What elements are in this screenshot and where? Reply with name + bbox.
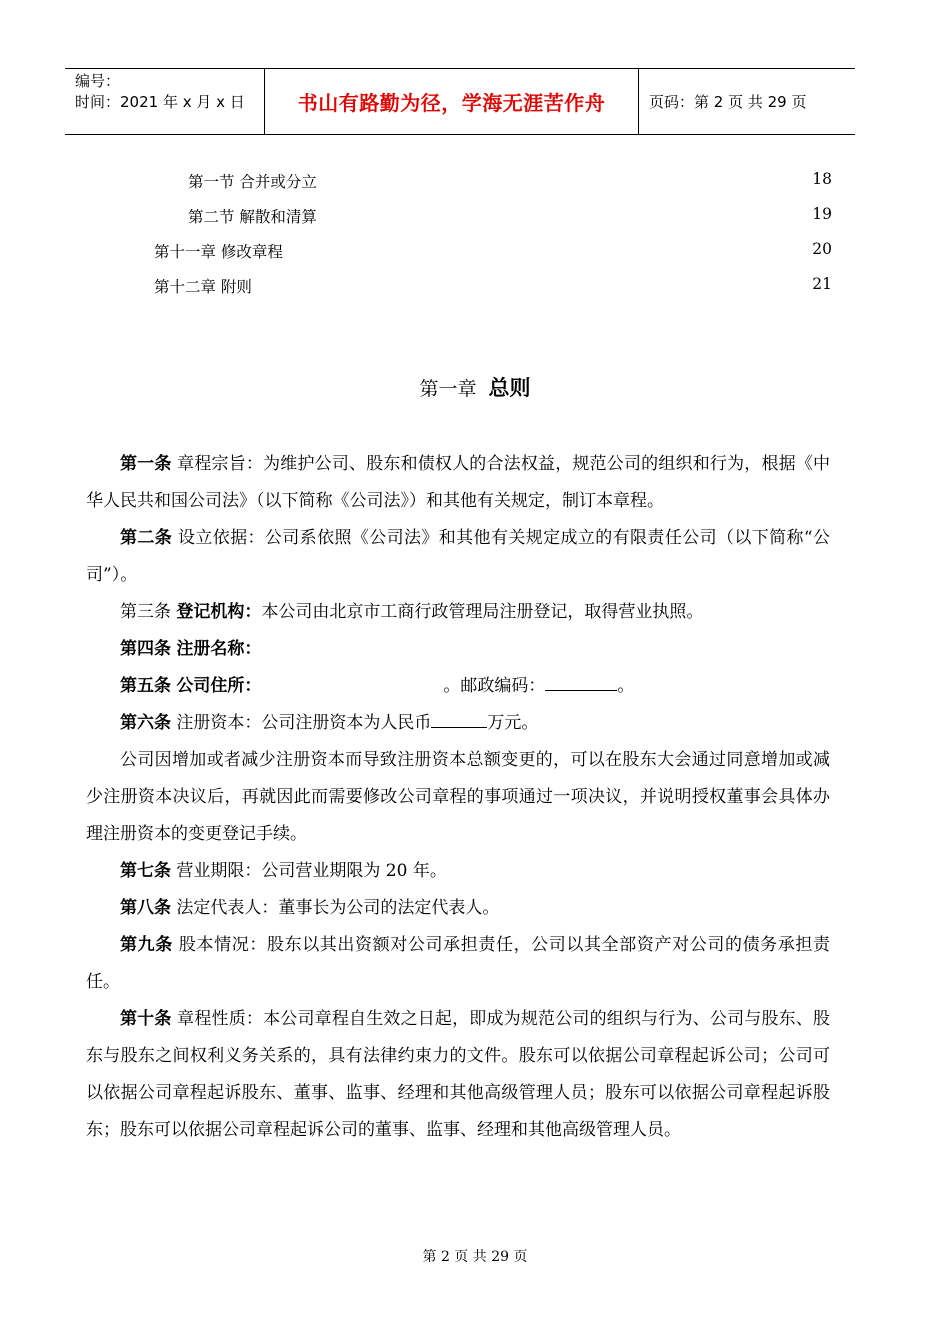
article-3 [86,594,830,631]
article-title: 第五条 [120,676,171,696]
article-title: 第七条 [120,861,171,881]
article-text: 。邮政编码： [443,676,546,696]
document-body [86,446,830,1149]
article-title: 第八条 [120,898,171,918]
header-page-cell [639,69,855,134]
article-text: 法定代表人：董事长为公司的法定代表人。 [176,898,500,918]
article-9 [86,927,830,1001]
article-text: 注册资本：公司注册资本为人民币 [176,713,432,733]
article-text: 。 [617,676,635,696]
article-4 [86,631,830,668]
article-text: 本公司由北京市工商行政管理局注册登记，取得营业执照。 [261,602,704,622]
toc-item[interactable] [0,201,950,236]
header-meta [65,69,265,134]
page-footer: 第 2 页 共 29 页 [422,1249,528,1265]
postcode-blank [545,672,617,691]
chapter-heading [0,372,950,402]
article-text: 万元。 [487,713,539,733]
toc-item-label: 第一节 合并或分立 [188,173,317,191]
article-8 [86,890,830,927]
capital-blank [431,709,487,728]
article-label: 注册名称： [176,639,262,659]
article-text: 章程宗旨：为维护公司、股东和债权人的合法权益，规范公司的组织和行为，根据《中华人民共和国公司法》（以下简称《公司法》）和其他有关规定，制订本章程。 [86,454,831,511]
toc-item-page: 18 [812,170,832,188]
header-motto: 书山有路勤为径，学海无涯苦作舟 [297,91,606,115]
article-1 [86,446,830,520]
toc-item-label: 第二节 解散和清算 [188,208,317,226]
article-title: 第四条 [120,639,171,659]
article-text: 章程性质：本公司章程自生效之日起，即成为规范公司的组织与行为、公司与股东、股东与股东之间权利义务关系的，具有法律约束力的文件。股东可以依据公司章程起诉公司；公司可以依据公司章程起诉股东、董事、监事、经理和其他高级管理人员；股东可以依据公司章程起诉股东；股东可以依据公司章程起诉公司的董事、监事、经理和其他高级管理人员。 [86,1009,831,1140]
article-title: 第三条 [120,602,171,622]
article-10 [86,1001,830,1149]
header-page-number: 页码：第 2 页 共 29 页 [649,93,807,111]
toc-item-page: 21 [812,275,832,293]
header-number: 编号： [75,72,121,90]
chapter-number: 第一章 [419,378,477,400]
article-label: 登记机构： [176,602,262,622]
article-text: 股本情况：股东以其出资额对公司承担责任，公司以其全部资产对公司的债务承担责任。 [86,935,831,992]
toc-item-label: 第十一章 修改章程 [154,243,283,261]
toc-item[interactable] [0,271,950,306]
article-title: 第二条 [120,528,173,548]
article-7 [86,853,830,890]
article-label: 公司住所： [176,676,262,696]
article-6 [86,705,830,742]
header-motto-cell [265,69,639,134]
toc-item[interactable] [0,236,950,271]
article-text: 设立依据：公司系依照《公司法》和其他有关规定成立的有限责任公司（以下简称“公司”）。 [86,528,830,585]
article-5 [86,668,830,705]
header-time: 时间：2021 年 x 月 x 日 [75,93,245,111]
chapter-title: 总则 [488,375,531,400]
toc-item[interactable] [0,166,950,201]
toc-item-page: 20 [812,240,832,258]
page-header [65,68,855,135]
article-text: 营业期限：公司营业期限为 20 年。 [176,861,447,881]
article-2 [86,520,830,594]
article-title: 第一条 [120,454,172,474]
toc-item-label: 第十二章 附则 [154,278,252,296]
article-title: 第九条 [120,935,173,955]
article-title: 第六条 [120,713,171,733]
table-of-contents [0,166,950,306]
article-6-paragraph: 公司因增加或者减少注册资本而导致注册资本总额变更的，可以在股东大会通过同意增加或减少注册资本决议后，再就因此而需要修改公司章程的事项通过一项决议，并说明授权董事会具体办理注册资本的变更登记手续。 [86,750,830,844]
article-title: 第十条 [120,1009,172,1029]
toc-item-page: 19 [812,205,832,223]
